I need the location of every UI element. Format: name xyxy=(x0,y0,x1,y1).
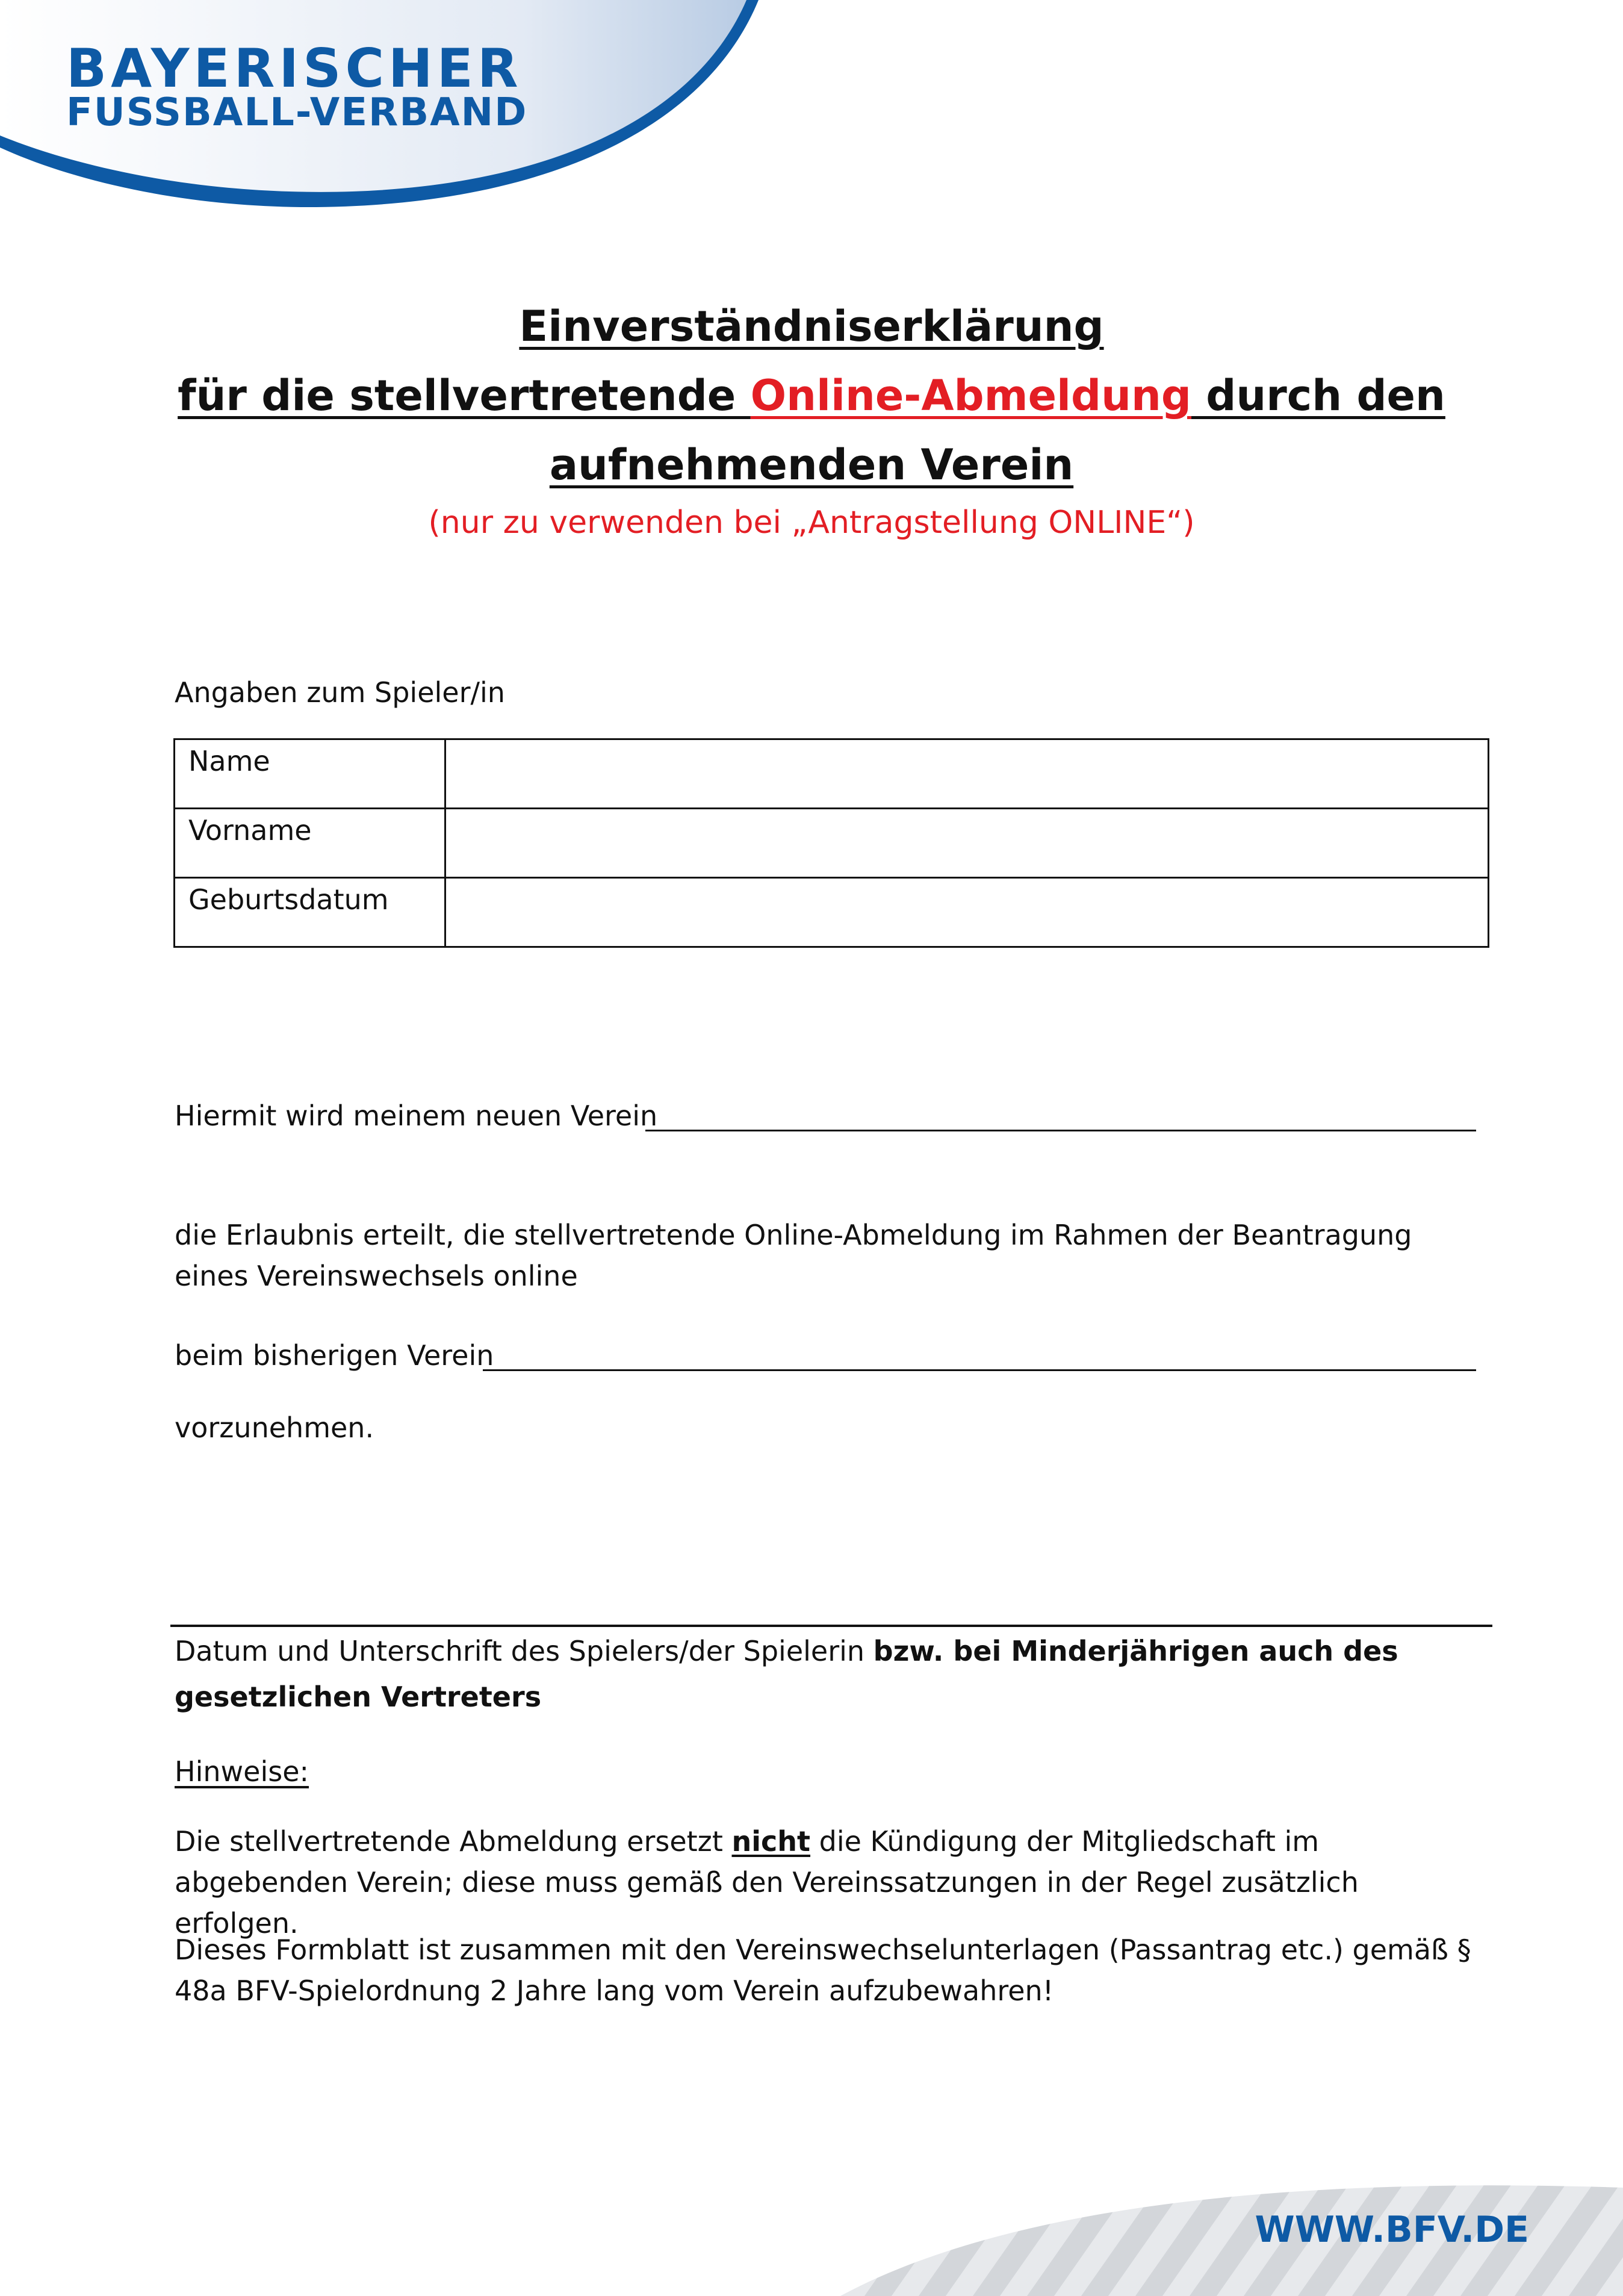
title-line2-suffix: durch den xyxy=(1191,371,1445,420)
permission-text: die Erlaubnis erteilt, die stellvertretende Online-Abmeldung im Rahmen der Beantragung eines Vereinswechsels online xyxy=(175,1219,1412,1292)
note-1-emphasis: nicht xyxy=(731,1825,811,1858)
name-label: Name xyxy=(175,739,445,809)
new-club-field[interactable] xyxy=(645,1130,1476,1131)
vorname-field[interactable] xyxy=(445,809,1489,878)
title-line2-prefix: für die stellvertretende xyxy=(178,371,751,420)
logo-text-line1: BAYERISCHER xyxy=(66,37,523,99)
note-1-before: Die stellvertretende Abmeldung ersetzt xyxy=(175,1825,732,1858)
closing-text: vorzunehmen. xyxy=(175,1411,374,1444)
footer-website-link[interactable]: WWW.BFV.DE xyxy=(1255,2209,1529,2251)
table-row xyxy=(175,809,1489,878)
form-subtitle: (nur zu verwenden bei „Antragstellung ONLINE“) xyxy=(428,505,1195,541)
title-line3-text: aufnehmenden Verein xyxy=(549,440,1074,490)
old-club-field[interactable] xyxy=(483,1369,1476,1371)
name-field[interactable] xyxy=(445,739,1489,809)
form-title-line3 xyxy=(0,438,1623,492)
note-2: Dieses Formblatt ist zusammen mit den Vereinswechselunterlagen (Passantrag etc.) gemäß § 48a BFV-Spielordnung 2 Jahre lang vom Verein aufzubewahren! xyxy=(175,1934,1471,2007)
form-title xyxy=(0,299,1623,353)
table-row xyxy=(175,739,1489,809)
note-1 xyxy=(175,1821,1487,1944)
signature-caption-bold: bzw. bei Minderjährigen auch des gesetzlichen Vertreters xyxy=(175,1635,1398,1713)
old-club-label: beim bisherigen Verein xyxy=(175,1339,494,1372)
geburtsdatum-label: Geburtsdatum xyxy=(175,878,445,947)
player-data-table xyxy=(173,738,1489,948)
new-club-label: Hiermit wird meinem neuen Verein xyxy=(175,1100,658,1132)
signature-caption xyxy=(175,1628,1487,1720)
signature-line[interactable] xyxy=(170,1625,1492,1627)
vorname-label: Vorname xyxy=(175,809,445,878)
form-title-line2 xyxy=(0,369,1623,423)
title-highlight-online-abmeldung: Online-Abmeldung xyxy=(750,371,1191,420)
notes-heading: Hinweise: xyxy=(175,1755,309,1788)
geburtsdatum-field[interactable] xyxy=(445,878,1489,947)
note-1-after: die Kündigung der Mitgliedschaft im abgebenden Verein; diese muss gemäß den Vereinssatzungen in der Regel zusätzlich erfolgen. xyxy=(175,1825,1359,1940)
signature-caption-normal: Datum und Unterschrift des Spielers/der Spielerin xyxy=(175,1635,874,1667)
player-section-heading: Angaben zum Spieler/in xyxy=(175,676,505,709)
title-line1: Einverständniserklärung xyxy=(519,302,1104,351)
table-row xyxy=(175,878,1489,947)
logo-text-line2: FUSSBALL-VERBAND xyxy=(66,90,528,135)
